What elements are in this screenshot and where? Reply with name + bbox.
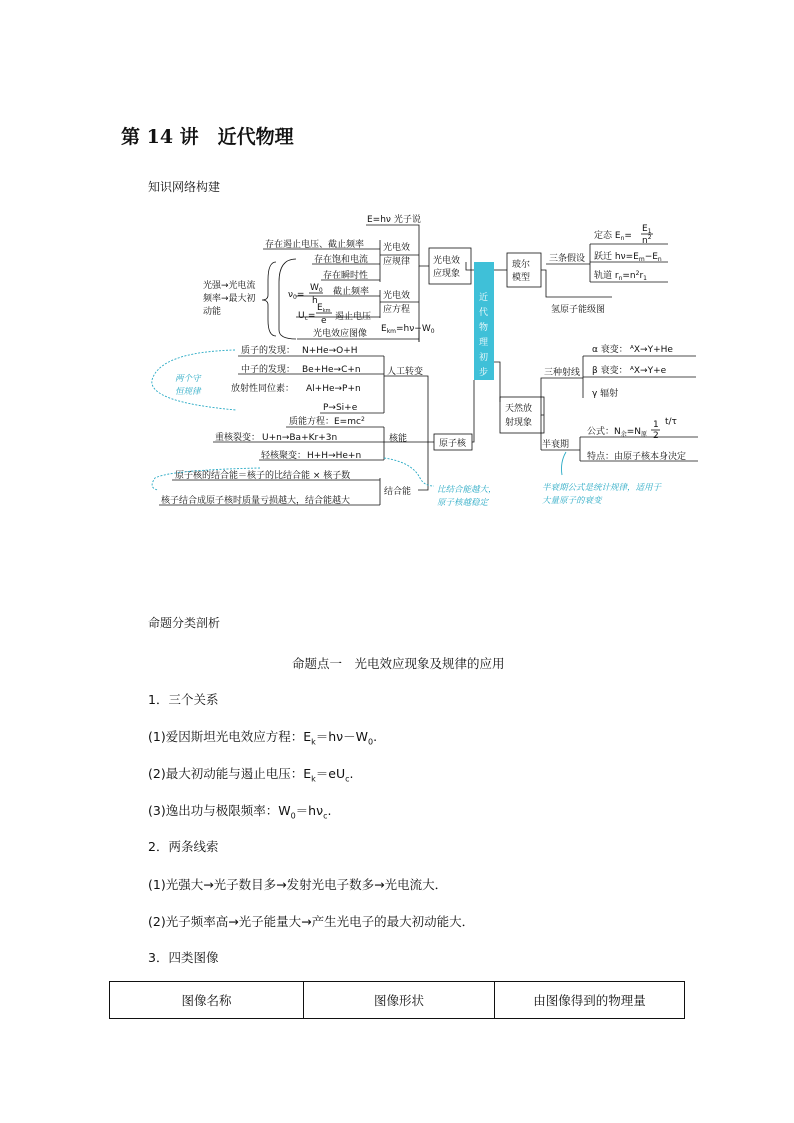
svg-text:半衰期: 半衰期 [542,440,570,450]
heading-two-clues: 2．两条线索 [148,839,219,854]
svg-text:1: 1 [653,420,659,430]
svg-text:天然放: 天然放 [505,404,533,414]
svg-text:应规律: 应规律 [383,257,411,267]
svg-text:质子的发现：: 质子的发现： [241,346,296,356]
svg-text:大量原子的衰变: 大量原子的衰变 [542,496,602,506]
svg-text:e: e [321,316,327,326]
svg-text:半衰期公式是统计规律，适用于: 半衰期公式是统计规律，适用于 [542,483,662,493]
svg-text:光电效: 光电效 [383,291,411,301]
svg-text:初: 初 [479,353,489,363]
svg-text:中子的发现：: 中子的发现： [241,365,296,375]
mass-energy-equation: 质能方程：$E=mc^2$ [289,416,365,427]
svg-text:重核裂变：: 重核裂变： [215,433,261,443]
svg-text:存在瞬时性: 存在瞬时性 [323,271,369,281]
svg-text:E=hν 光子说: E=hν 光子说 [367,215,421,225]
svg-text:核子结合成原子核时质量亏损越大，结合能越大: 核子结合成原子核时质量亏损越大，结合能越大 [161,496,351,506]
table-header-cell: 由图像得到的物理量 [495,982,685,1019]
table-header-cell: 图像形状 [304,982,495,1019]
svg-text:光电效: 光电效 [383,243,411,253]
nu0-numerator: $W_0$ [310,283,323,294]
svg-text:核能: 核能 [389,434,408,444]
uc-numerator: $E_{km}$ [317,303,331,314]
svg-text:物: 物 [479,323,489,333]
svg-text:α 衰变：: α 衰变： [592,345,628,355]
svg-text:动能: 动能 [203,307,222,317]
svg-text:H+H→He+n: H+H→He+n [307,451,362,461]
svg-text:步: 步 [479,368,489,378]
svg-text:比结合能越大，: 比结合能越大， [437,485,497,495]
svg-text:存在遏止电压、截止频率: 存在遏止电压、截止频率 [265,240,365,250]
topic-heading: 命题点一 光电效应现象及规律的应用 [292,656,505,671]
svg-text:光强→光电流: 光强→光电流 [203,281,256,291]
svg-text:应方程: 应方程 [383,305,411,315]
svg-text:Al+He→P+n: Al+He→P+n [306,384,361,394]
svg-text:Be+He→C+n: Be+He→C+n [302,365,361,375]
svg-text:ᴬX→Y+e: ᴬX→Y+e [630,366,667,376]
svg-text:特点：由原子核本身决定: 特点：由原子核本身决定 [587,452,687,462]
steady-numerator: $E_1$ [642,224,652,235]
svg-text:恒规律: 恒规律 [175,387,201,397]
clue-2: (2)光子频率高→光子能量大→产生光电子的最大初动能大． [148,914,475,929]
svg-text:遏止电压: 遏止电压 [335,312,372,322]
steady-state: 定态 $E_n=$ [594,231,632,242]
svg-text:光电效应图像: 光电效应图像 [313,329,368,339]
svg-text:理: 理 [479,338,489,348]
nu0-formula: $\nu_0=$ [288,290,305,301]
svg-text:P→Si+e: P→Si+e [323,403,358,413]
svg-text:β 衰变：: β 衰变： [592,366,628,376]
ekm-equation: $E_{km}=h\nu-W_0$ [381,324,435,335]
svg-text:频率→最大初: 频率→最大初 [203,294,256,304]
page-title: 第 14 讲 近代物理 [121,126,294,148]
table-header-cell: 图像名称 [110,982,304,1019]
svg-text:t/τ: t/τ [665,417,677,427]
svg-text:三种射线: 三种射线 [544,368,581,378]
jump-rule: 跃迁 $h\nu=E_m-E_n$ [594,252,662,263]
relation-3: (3)逸出功与极限频率：$W_0=h\nu_c$. [148,803,332,821]
svg-text:存在饱和电流: 存在饱和电流 [314,255,369,265]
svg-text:原子核的结合能＝核子的比结合能 × 核子数: 原子核的结合能＝核子的比结合能 × 核子数 [175,471,351,481]
svg-text:模型: 模型 [512,273,531,283]
svg-text:2: 2 [653,431,659,441]
svg-text:N+He→O+H: N+He→O+H [302,346,358,356]
svg-text:氢原子能级图: 氢原子能级图 [551,305,606,315]
svg-text:轻核聚变：: 轻核聚变： [261,451,307,461]
svg-text:玻尔: 玻尔 [512,260,531,270]
svg-text:放射性同位素：: 放射性同位素： [231,384,295,394]
graph-types-table [109,981,685,1019]
table-header-row [110,982,685,1019]
svg-text:U+n→Ba+Kr+3n: U+n→Ba+Kr+3n [262,433,338,443]
svg-text:结合能: 结合能 [384,487,412,497]
orbit-rule: 轨道 $r_n=n^2r_1$ [594,270,647,282]
steady-denominator: $n^2$ [642,234,652,246]
uc-formula: $U_c=$ [298,311,316,322]
svg-text:ᴬX→Y+He: ᴬX→Y+He [630,345,673,355]
relation-1: (1)爱因斯坦光电效应方程：$E_k=h\nu-W_0$. [148,729,378,747]
heading-three-relations: 1．三个关系 [148,692,219,707]
svg-text:射现象: 射现象 [505,418,533,428]
svg-text:光电效: 光电效 [433,256,461,266]
svg-text:近: 近 [479,293,489,303]
svg-text:人工转变: 人工转变 [387,367,424,377]
svg-text:截止频率: 截止频率 [333,287,370,297]
svg-text:应现象: 应现象 [433,269,461,279]
section-knowledge-network: 知识网络构建 [148,180,221,194]
svg-text:三条假设: 三条假设 [549,254,586,264]
knowledge-mindmap [0,0,794,560]
relation-2: (2)最大初动能与遏止电压：$E_k=eU_c$. [148,766,354,784]
svg-text:γ 辐射: γ 辐射 [592,389,619,399]
heading-four-graphs: 3．四类图像 [148,950,219,965]
svg-text:原子核越稳定: 原子核越稳定 [437,498,489,508]
svg-text:两个守: 两个守 [175,374,201,384]
half-life-formula: 公式：$N_余=N_原$ [587,427,648,438]
section-analysis: 命题分类剖析 [148,616,221,630]
svg-text:原子核: 原子核 [439,439,467,449]
svg-text:代: 代 [479,308,489,318]
clue-1: (1)光强大→光子数目多→发射光电子数多→光电流大． [148,877,448,892]
svg-text:h: h [312,296,318,306]
